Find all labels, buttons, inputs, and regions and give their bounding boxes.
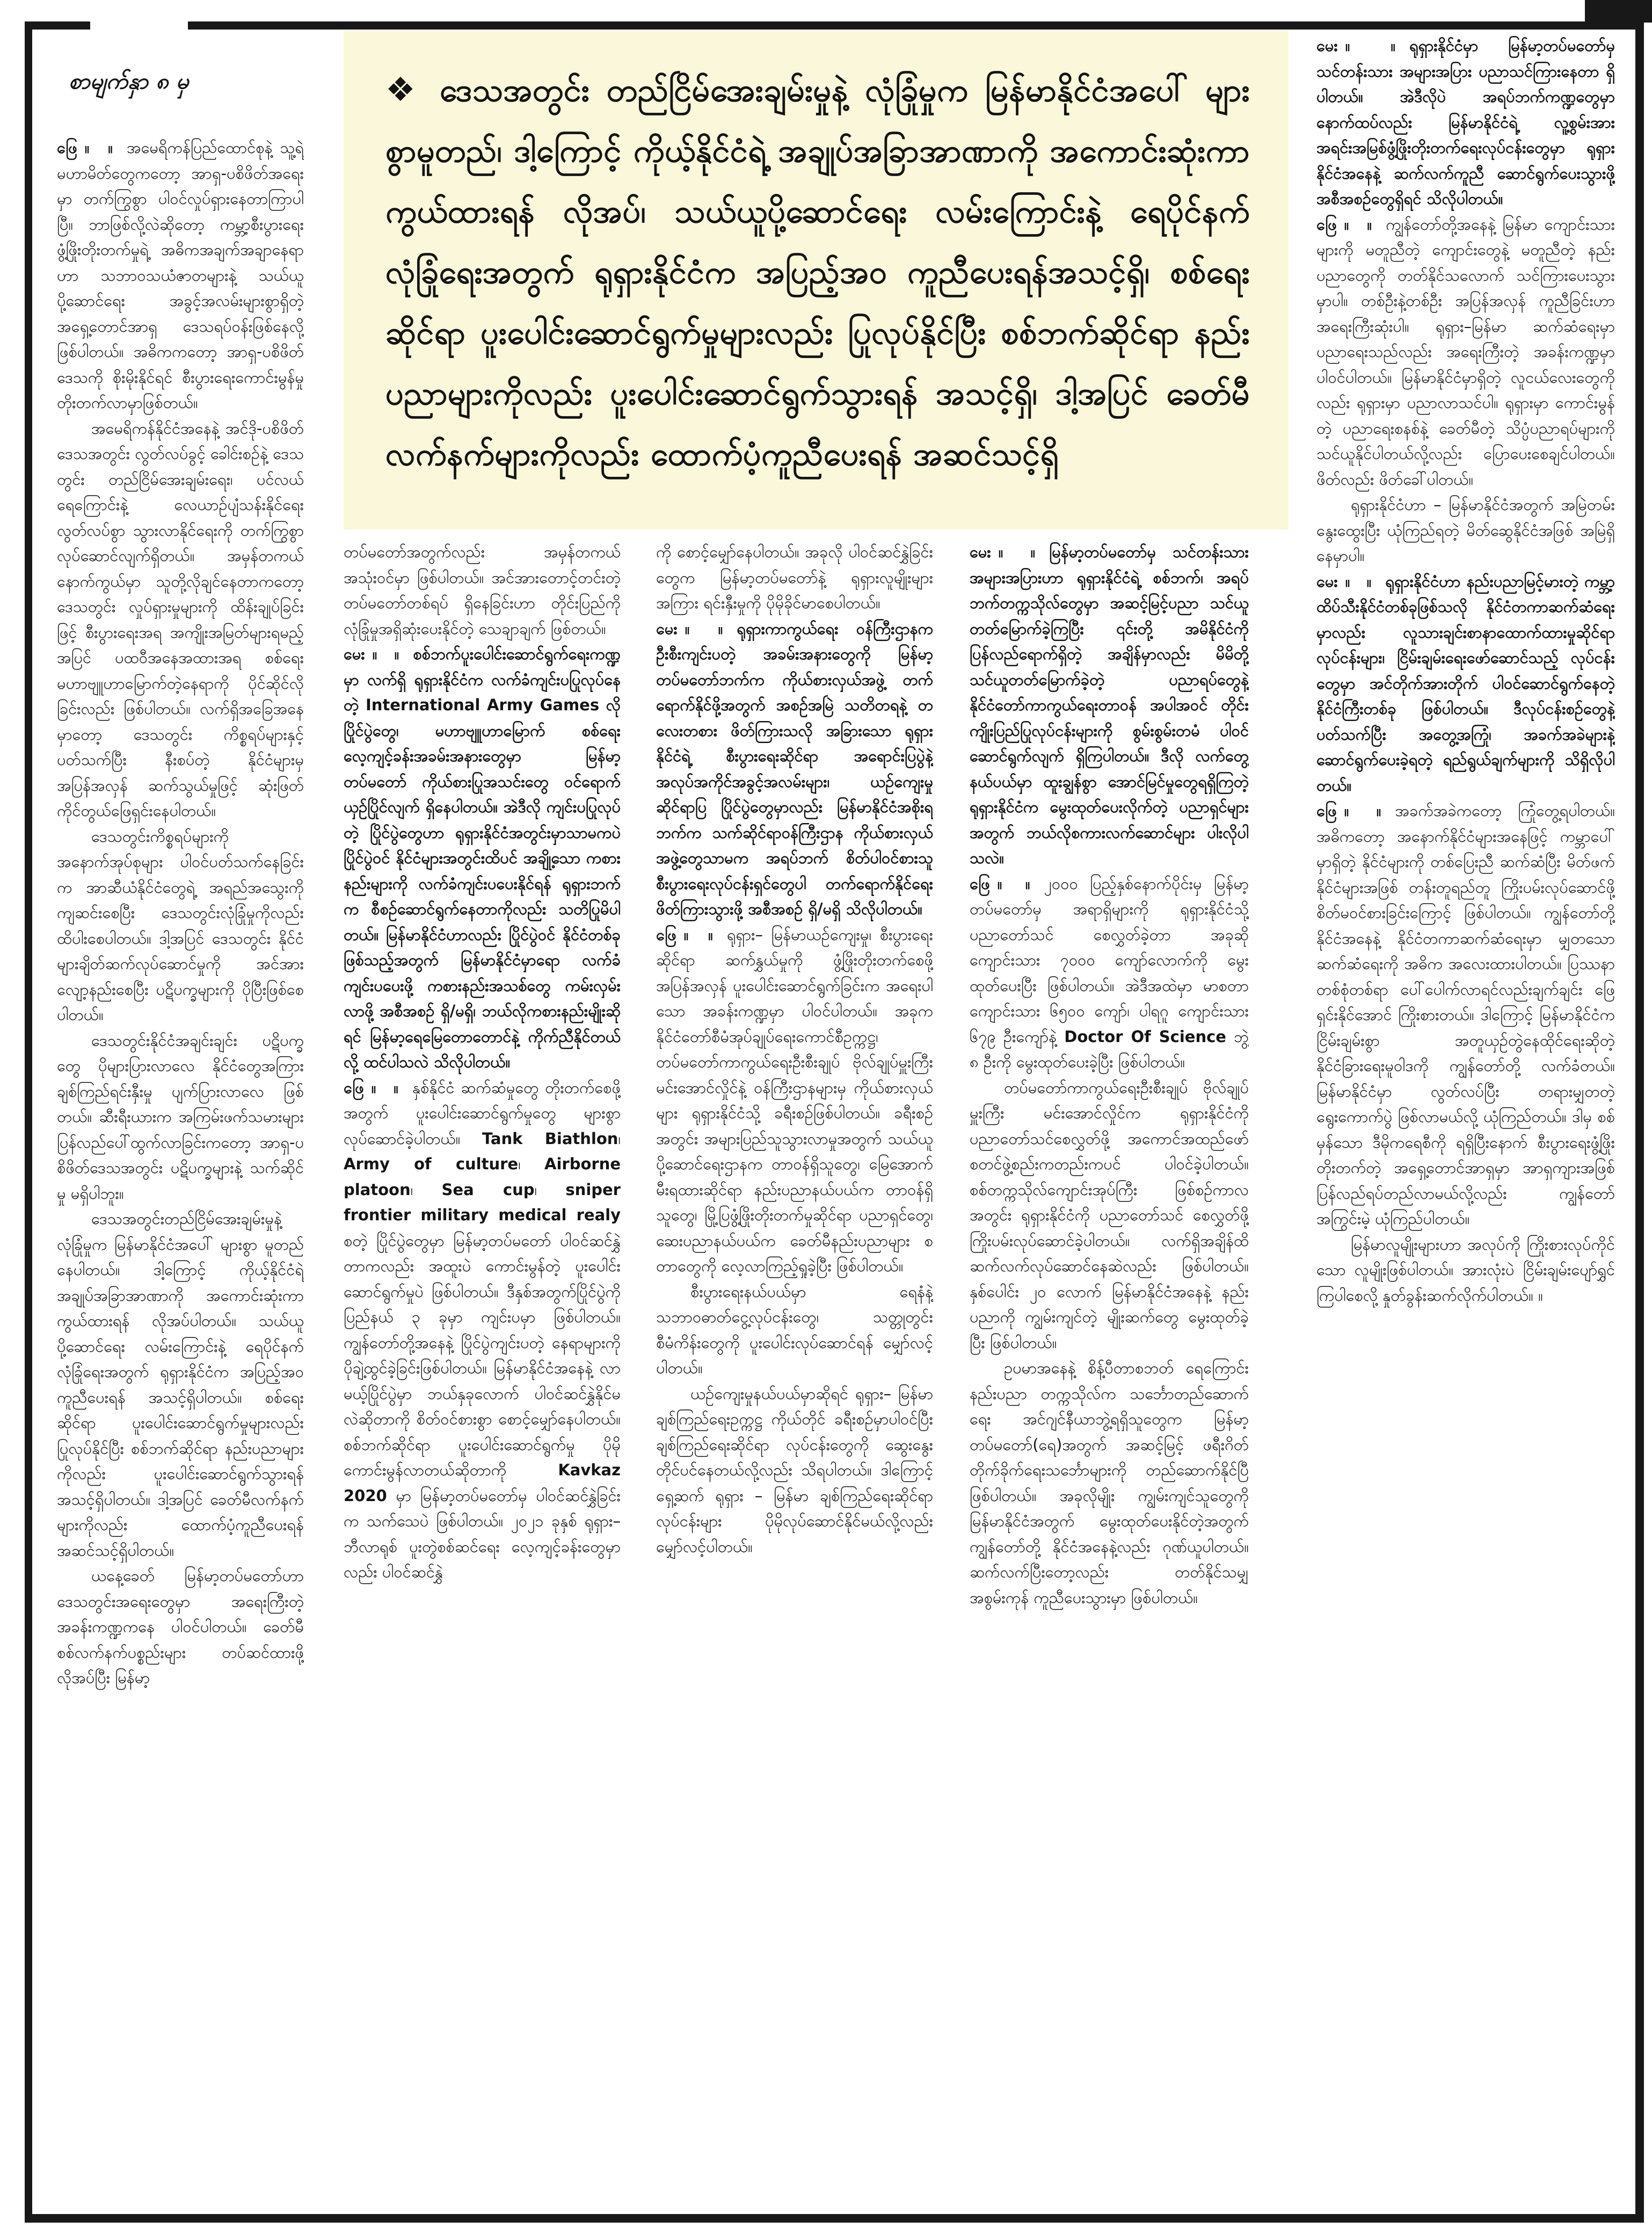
paragraph: အမေရိကန်နိုင်ငံအနေနဲ့ အင်ဒို-ပစိဖိတ်ဒေသအတွင်း လွတ်လပ်ခွင့် ခေါင်းစဉ်နဲ့ ဒေသတွင်း တည်ငြိမ်အေးချမ်းရေး၊ ပင်လယ်ရေကြောင်းနဲ့ လေယာဉ်ပျံသန်းနိုင်ရေး လွတ်လပ်စွာ သွားလာနိုင်ရေးကို တက်ကြွစွာ လုပ်ဆောင်လျက်ရှိတယ်။ အမှန်တကယ် နောက်ကွယ်မှာ သူတို့လိုချင်နေတာကတော့ ဒေသတွင်း လှုပ်ရှားမှုများကို ထိန်းချုပ်ခြင်းဖြင့် စီးပွားရေးအရ အကျိုးအမြတ်များရမည့်အပြင် ပထဝီအနေအထားအရ စစ်ရေးမဟာဗျူဟာမြောက်တဲ့နေရာကို ပိုင်ဆိုင်လိုခြင်းလည်း ဖြစ်ပါတယ်။ လက်ရှိအခြေအနေမှာတော့ ဒေသတွင်း ကိစ္စရပ်များနှင့် ပတ်သက်ပြီး နီးစပ်တဲ့ နိုင်ငံများမှ အပြန်အလှန် ဆက်သွယ်မှုဖြင့် ဆုံးဖြတ်ကိုင်တွယ်ဖြေရှင်းနေပါတယ်။ [57,419,304,820]
headline-text [385,59,1250,484]
article-column-1 [57,135,304,2208]
qa-label: ဖြေ [344,1078,364,1097]
english-term: sniper frontier military medical realy [344,1180,621,1224]
answer-paragraph: ဖြေ ။ ။ နှစ်နိုင်ငံ ဆက်ဆံမှုတွေ တိုးတက်စေဖို့အတွက် ပူးပေါင်းဆောင်ရွက်မှုတွေ များစွာ လုပ်ဆောင်ခဲ့ပါတယ်။ Tank Biathlon၊ Army of culture၊ Airborne platoon၊ Sea cup၊ sniper frontier military medical realy စတဲ့ ပြိုင်ပွဲတွေမှာ မြန်မာ့တပ်မတော် ပါဝင်ဆင်နွှဲတာကလည်း အထူးပဲ ကောင်းမွန်တဲ့ ပူးပေါင်းဆောင်ရွက်မှုပဲ ဖြစ်ပါတယ်။ ဒီနှစ်အတွက်ပြိုင်ပွဲကို ပြည်နယ် ၃ ခုမှာ ကျင်းပမှာ ဖြစ်ပါတယ်။ ကျွန်တော်တို့အနေနဲ့ ပြိုင်ပွဲကျင်းပတဲ့ နေရာများကို ပိုချဲ့ထွင်ခဲ့ခြင်းဖြစ်ပါတယ်။ မြန်မာနိုင်ငံအနေနဲ့ လာမယ့်ပြိုင်ပွဲမှာ ဘယ်နှခုလောက် ပါဝင်ဆင်နွှဲနိုင်မလဲဆိုတာကို စိတ်ဝင်စားစွာ စောင့်မျှော်နေပါတယ်။ စစ်ဘက်ဆိုင်ရာ ပူးပေါင်းဆောင်ရွက်မှု ပိုမိုကောင်းမွန်လာတယ်ဆိုတာကို Kavkaz 2020 မှာ မြန်မာ့တပ်မတော်မှ ပါဝင်ဆင်နွှဲခြင်းက သက်သေပဲ ဖြစ်ပါတယ်။ ၂၀၂၁ ခုနှစ် ရုရှား– ဘီလာရုစ် ပူးတွဲစစ်ဆင်ရေး လေ့ကျင့်ခန်းတွေမှာလည်း ပါဝင်ဆင်နွှဲ [344,1078,621,1581]
qa-label: ဖြေ [1316,802,1337,820]
qa-marker: ။ ။ [1344,215,1378,234]
answer-paragraph: ဖြေ ။ ။ ၂၀၀၀ ပြည့်နှစ်နောက်ပိုင်းမှ မြန်မာ့တပ်မတော်မှ အရာရှိများကို ရုရှားနိုင်ငံသို့ ပညာတော်သင် စေလွှတ်ခဲ့တာ အခုဆို ကျောင်းသား ၇၀၀၀ ကျော်လောက်ကို မွေးထုတ်ပေးပြီး ဖြစ်ပါတယ်။ အဲဒီအထဲမှာ မာစတာ ကျောင်းသား ၆၅၀၀ ကျော်၊ ပါရဂူ ကျောင်းသား ၆၇၉ ဦးကျော်နဲ့ Doctor Of Science ဘွဲ့ ၈ ဦးကို မွေးထုတ်ပေးခဲ့ပြီး ဖြစ်ပါတယ်။ [970,874,1249,1071]
qa-marker: ။ ။ [685,619,729,638]
answer-paragraph: ဖြေ ။ ။ အမေရိကန်ပြည်ထောင်စုနဲ့ သူ့ရဲ့ မဟာမိတ်တွေကတော့ အာရှ-ပစိဖိတ်အရေးမှာ တက်ကြွစွာ ပါဝင်လှုပ်ရှားနေတာကြာပါပြီ။ ဘာဖြစ်လို့လဲဆိုတော့ ကမ္ဘာ့စီးပွားရေး ဖွံ့ဖြိုးတိုးတက်မှုရဲ့ အဓိကအချက်အချာနေရာဟာ သဘာဝသယံဇာတများနဲ့ သယ်ယူပို့ဆောင်ရေး အခွင့်အလမ်းများစွာရှိတဲ့ အရှေ့တောင်အာရှ ဒေသရပ်ဝန်းဖြစ်နေလို့ ဖြစ်ပါတယ်။ အဓိကကတော့ အာရှ-ပစိဖိတ်ဒေသကို စိုးမိုးနိုင်ရင် စီးပွားရေးကောင်းမွန်မှု တိုးတက်လာမှာဖြစ်တယ်။ [57,139,304,412]
qa-label: မေး [970,543,991,561]
paragraph: စီးပွားရေးနယ်ပယ်မှာ ရေနံနဲ့ သဘာဝဓာတ်ငွေ့လုပ်ငန်းတွေ၊ သတ္တုတွင်း စီမံကိန်းတွေကို ပူးပေါင်းလုပ်ဆောင်ရန် မျှော်လင့်ပါတယ်။ [656,1282,933,1377]
qa-marker: ။ ။ [371,1078,404,1097]
diamond-bullet-icon: ❖ [385,70,421,109]
paragraph: တပ်မတော်အတွက်လည်း အမှန်တကယ် အသုံးဝင်မှာ ဖြစ်ပါတယ်။ အင်အားတောင့်တင်းတဲ့ တပ်မတော်တစ်ရပ် ရှိနေခြင်းဟာ တိုင်းပြည်ကို လုံခြုံမှုအရှိဆုံးပေးနိုင်တဲ့ သေချာချက် ဖြစ်တယ်။ [344,543,621,638]
paragraph: ဒေသအတွင်းတည်ငြိမ်အေးချမ်းမှုနဲ့ လုံခြုံမှုက မြန်မာနိုင်ငံအပေါ် များစွာ မူတည်နေပါတယ်။ ဒါ့ကြောင့် ကိုယ့်နိုင်ငံရဲ့ အချုပ်အခြာအာဏာကို အကောင်းဆုံးကာကွယ်ထားရန် လိုအပ်ပါတယ်။ သယ်ယူပို့ဆောင်ရေး လမ်းကြောင်းနဲ့ ရေပိုင်နက်လုံခြုံရေးအတွက် ရုရှားနိုင်ငံက အပြည့်အဝကူညီပေးရန် အသင့်ရှိပါတယ်။ စစ်ရေးဆိုင်ရာ ပူးပေါင်းဆောင်ရွက်မှုများလည်း ပြုလုပ်နိုင်ပြီး စစ်ဘက်ဆိုင်ရာ နည်းပညာများကိုလည်း ပူးပေါင်းဆောင်ရွက်သွားရန် အသင့်ရှိပါတယ်။ ဒါ့အပြင် ခေတ်မီလက်နက်များကိုလည်း ထောက်ပံ့ကူညီပေးရန် အဆင်သင့်ရှိပါတယ်။ [57,1210,304,1560]
english-term: Kavkaz 2020 [344,1461,621,1505]
qa-label: မေး [344,645,365,663]
article-column-4 [970,540,1249,2208]
qa-label: မေး [1316,572,1338,591]
qa-label: ဖြေ [57,139,77,157]
paragraph: တပ်မတော်ကာကွယ်ရေးဦးစီးချုပ် ဗိုလ်ချုပ်မှူးကြီး မင်းအောင်လှိုင်က ရုရှားနိုင်ငံကို ပညာတော်သင်စေလွှတ်ဖို့ အကောင်အထည်ဖော် စတင်ဖွဲ့စည်းကတည်းကပင် ပါဝင်ခဲ့ပါတယ်။ စစ်တက္ကသိုလ်ကျောင်းအုပ်ကြီး ဖြစ်စဉ်ကာလအတွင်း ရုရှားနိုင်ငံကို ပညာတော်သင် စေလွှတ်ဖို့ ကြိုးပမ်းလုပ်ဆောင်ခဲ့ပါတယ်။ လက်ရှိအချိန်ထိ ဆက်လက်လုပ်ဆောင်နေဆဲလည်း ဖြစ်ပါတယ်။ နှစ်ပေါင်း ၂၀ လောက် မြန်မာနိုင်ငံအနေနဲ့ နည်းပညာကို ကျွမ်းကျင်တဲ့ မျိုးဆက်တွေ မွေးထုတ်ခဲ့ပြီး ဖြစ်ပါတယ်။ [970,1078,1249,1352]
paragraph: ရုရှားနိုင်ငံဟာ – မြန်မာနိုင်ငံအတွက် အမြဲတမ်း နွေးထွေးပြီး ယုံကြည်ရတဲ့ မိတ်ဆွေနိုင်ငံအဖြစ် အမြဲရှိနေမှာပါ။ [1316,496,1615,565]
qa-marker: ။ ။ [683,925,718,944]
headline-body: ဒေသအတွင်း တည်ငြိမ်အေးချမ်းမှုနဲ့ လုံခြုံမှုက မြန်မာနိုင်ငံအပေါ် များစွာမူတည်၊ ဒါ့ကြောင့် ကိုယ့်နိုင်ငံရဲ့ အချုပ်အခြာအာဏာကို အကောင်းဆုံးကာကွယ်ထားရန် လိုအပ်၊ သယ်ယူပို့ဆောင်ရေး လမ်းကြောင်းနဲ့ ရေပိုင်နက်လုံခြုံရေးအတွက် ရုရှားနိုင်ငံက အပြည့်အဝ ကူညီပေးရန်အသင့်ရှိ၊ စစ်ရေးဆိုင်ရာ ပူးပေါင်းဆောင်ရွက်မှုများလည်း ပြုလုပ်နိုင်ပြီး စစ်ဘက်ဆိုင်ရာ နည်းပညာများကိုလည်း ပူးပေါင်းဆောင်ရွက်သွားရန် အသင့်ရှိ၊ ဒါ့အပြင် ခေတ်မီလက်နက်များကိုလည်း ထောက်ပံ့ကူညီပေးရန် အဆင်သင့်ရှိ [385,71,1250,472]
english-term: Tank Biathlon [482,1129,618,1148]
paragraph: ကို စောင့်မျှော်နေပါတယ်။ အခုလို ပါဝင်ဆင်နွှဲခြင်းတွေက မြန်မာ့တပ်မတော်နဲ့ ရုရှားလူမျိုးများအကြား ရင်းနှီးမှုကို ပိုမိုခိုင်မာစေပါတယ်။ [656,543,933,612]
article-column-5 [1316,33,1615,2208]
headline-box [344,31,1289,529]
qa-marker: ။ ။ [1345,572,1377,591]
answer-paragraph: ဖြေ ။ ။ ကျွန်တော်တို့အနေနဲ့ မြန်မာ ကျောင်းသားများကို မတူညီတဲ့ ကျောင်းတွေနဲ့ မတူညီတဲ့ နည်းပညာတွေကို တတ်နိုင်သလောက် သင်ကြားပေးသွားမှာပါ။ တစ်ဦးနဲ့တစ်ဦး အပြန်အလှန် ကူညီခြင်းဟာ အရေးကြီးဆုံးပါ။ ရုရှား–မြန်မာ ဆက်ဆံရေးမှာ ပညာရေးသည်လည်း အရေးကြီးတဲ့ အခန်းကဏ္ဍမှာ ပါဝင်ပါတယ်။ မြန်မာနိုင်ငံမှာရှိတဲ့ လူငယ်လေးတွေကိုလည်း ရုရှားမှာ ပညာလာသင်ပါ။ ရုရှားမှာ ကောင်းမွန်တဲ့ ပညာရေးစနစ်နဲ့ ခေတ်မီတဲ့ သိပ္ပံပညာရပ်များကိုသင်ယူနိုင်ပါတယ်လို့လည်း ပြောပေးစေချင်ပါတယ်။ ဖိတ်လည်း ဖိတ်ခေါ်ပါတယ်။ [1316,215,1615,489]
question-paragraph: မေး ။ ။ မြန်မာ့တပ်မတော်မှ သင်တန်းသား အများအပြားဟာ ရုရှားနိုင်ငံရဲ့ စစ်ဘက်၊ အရပ်ဘက်တက္ကသိုလ်တွေမှာ အဆင့်မြင့်ပညာ သင်ယူတတ်မြောက်ခဲ့ကြပြီး ၎င်းတို့ အမိနိုင်ငံကို ပြန်လည်ရောက်ရှိတဲ့ အချိန်မှာလည်း မိမိတို့ သင်ယူတတ်မြောက်ခဲ့တဲ့ ပညာရပ်တွေနဲ့ နိုင်ငံတော်ကာကွယ်ရေးတာဝန် အပါအဝင် တိုင်းကျိုးပြည်ပြုလုပ်ငန်းများကို စွမ်းစွမ်းတမံ ပါဝင်ဆောင်ရွက်လျက် ရှိကြပါတယ်။ ဒီလို လက်တွေ့နယ်ပယ်မှာ ထူးချွန်စွာ အောင်မြင်မှုတွေရရှိကြတဲ့ ရုရှားနိုင်ငံက မွေးထုတ်ပေးလိုက်တဲ့ ပညာရှင်များအတွက် ဘယ်လိုစကားလက်ဆောင်များ ပါးလိုပါသလဲ။ [970,543,1249,867]
qa-label: ဖြေ [656,925,676,944]
english-term: Doctor Of Science [1064,1027,1226,1046]
qa-marker: ။ ။ [998,543,1041,561]
answer-paragraph: ဖြေ ။ ။ အခက်အခဲကတော့ ကြုံတွေ့ရပါတယ်။ အဓိကတော့ အနောက်နိုင်ငံများအနေဖြင့် ကမ္ဘာပေါ်မှာရှိတဲ့ နိုင်ငံများကို တစ်ပြေးညီ ဆက်ဆံပြီး မိတ်ဖက်နိုင်ငံများအဖြစ် တန်းတူရည်တူ ကြိုးပမ်းလုပ်ဆောင်ဖို့ စိတ်မဝင်စားခြင်းကြောင့် ဖြစ်ပါတယ်။ ကျွန်တော်တို့ နိုင်ငံအနေနဲ့ နိုင်ငံတကာဆက်ဆံရေးမှာ မျှတသော ဆက်ဆံရေးကို အဓိက အလေးထားပါတယ်။ ပြဿနာ တစ်စုံတစ်ရာ ပေါ်ပေါက်လာရင်လည်းချက်ချင်း ဖြေရှင်းနိုင်အောင် ကြိုးစားတယ်။ ဒါကြောင့် မြန်မာနိုင်ငံက ငြိမ်းချမ်းစွာ အတူယှဉ်တွဲနေထိုင်ရေးဆိုတဲ့ နိုင်ငံခြားရေးမူဝါဒကို ကျွန်တော်တို့ လက်ခံတယ်။ မြန်မာနိုင်ငံမှာ လွတ်လပ်ပြီး တရားမျှတတဲ့ ရွေးကောက်ပွဲ ဖြစ်လာမယ်လို့ ယုံကြည်တယ်။ ဒါမှ စစ်မှန်သော ဒီမိုကရေစီကို ရရှိပြီးနောက် စီးပွားရေးဖွံ့ဖြိုးတိုးတက်တဲ့ အရှေ့တောင်အာရှမှာ အာရှကျားအဖြစ် ပြန်လည်ရပ်တည်လာမယ်လို့လည်း ကျွန်တော် အကြွင်းမဲ့ ယုံကြည်ပါတယ်။ [1316,802,1615,1228]
article-column-3 [656,540,933,2208]
qa-marker: ။ ။ [84,139,118,157]
continued-from-label: စာမျက်နှာ ၈ မှ [69,68,189,94]
paragraph: ဒေသတွင်းနိုင်ငံအချင်းချင်း ပဋိပက္ခတွေ ပိုများပြားလာလေ နိုင်ငံတွေအကြား ချစ်ကြည်ရင်းနှီးမှု ပျက်ပြားလာလေ ဖြစ်တယ်။ ဆီးရီးယားက အကြမ်းဖက်သမားများ ပြန်လည်ပေါ်ထွက်လာခြင်းကတော့ အာရှ-ပစိဖိတ်ဒေသအတွင်း ပဋိပက္ခများနဲ့ သက်ဆိုင်မှု မရှိပါဘူး။ [57,1031,304,1203]
frame-bottom-bar [25,2214,1644,2223]
article-column-2 [344,540,621,2208]
qa-label: ဖြေ [970,874,990,893]
paragraph: ဥပမာအနေနဲ့ စိန့်ပီတာစဘတ် ရေကြောင်းနည်းပညာ တက္ကသိုလ်က သင်္ဘောတည်ဆောက်ရေး အင်ဂျင်နီယာဘွဲ့ရရှိသူတွေက မြန်မာ့တပ်မတော်(ရေ)အတွက် အဆင့်မြင့် ဖရီးဂိတ်တိုက်ခိုက်ရေးသင်္ဘောများကို တည်ဆောက်နိုင်ပြီ ဖြစ်ပါတယ်။ အခုလိုမျိုး ကျွမ်းကျင်သူတွေကို မြန်မာနိုင်ငံအတွက် မွေးထုတ်ပေးနိုင်တဲ့အတွက် ကျွန်တော်တို့ နိုင်ငံအနေနဲ့လည်း ဂုဏ်ယူပါတယ်။ ဆက်လက်ပြီးတော့လည်း တတ်နိုင်သမျှ အစွမ်းကုန် ကူညီပေးသွားမှာ ဖြစ်ပါတယ်။ [970,1359,1249,1607]
english-term: International Army Games [365,696,600,714]
qa-marker: ။ ။ [1345,37,1401,55]
paragraph: ဒေသတွင်းကိစ္စရပ်များကို အနောက်အုပ်စုများ ပါဝင်ပတ်သက်နေခြင်းက အာဆီယံနိုင်ငံတွေရဲ့ အရည်အသွေးကို ကျဆင်းစေပြီး ဒေသတွင်းလုံခြုံမှုကိုလည်း ထိပါးစေပါတယ်။ ဒါ့အပြင် ဒေသတွင်း နိုင်ငံများချိတ်ဆက်လုပ်ဆောင်မှုကို အင်အားလျော့နည်းစေပြီး ပဋိပက္ခများကို ပိုပြီးဖြစ်စေပါတယ်။ [57,827,304,1024]
question-paragraph: မေး ။ ။ ရုရှားနိုင်ငံဟာ နည်းပညာမြင့်မားတဲ့ ကမ္ဘာ့ထိပ်သီးနိုင်ငံတစ်ခုဖြစ်သလို နိုင်ငံတကာဆက်ဆံရေးမှာလည်း လူသားချင်းစာနာထောက်ထားမှုဆိုင်ရာ လုပ်ငန်းများ၊ ငြိမ်းချမ်းရေးဖော်ဆောင်သည့် လုပ်ငန်းတွေမှာ အင်တိုက်အားတိုက် ပါဝင်ဆောင်ရွက်နေတဲ့ နိုင်ငံကြီးတစ်ခု ဖြစ်ပါတယ်။ ဒီလုပ်ငန်းစဉ်တွေနဲ့ ပတ်သက်ပြီး အတွေ့အကြုံ၊ အခက်အခဲများနဲ့ ဆောင်ရွက်ပေးခဲ့ရတဲ့ ရည်ရွယ်ချက်များကို သိရှိလိုပါတယ်။ [1316,572,1615,795]
qa-marker: ။ ။ [1344,802,1387,820]
paragraph: ယဉ်ကျေးမှုနယ်ပယ်မှာဆိုရင် ရုရှား– မြန်မာ ချစ်ကြည်ရေးဥက္ကဋ္ဌ ကိုယ်တိုင် ခရီးစဉ်မှာပါဝင်ပြီး ချစ်ကြည်ရေးဆိုင်ရာ လုပ်ငန်းတွေကို ဆွေးနွေးတိုင်ပင်နေတယ်လို့လည်း သိရပါတယ်။ ဒါကြောင့် ရှေ့ဆက် ရုရှား – မြန်မာ ချစ်ကြည်ရေးဆိုင်ရာလုပ်ငန်းများ ပိုမိုလုပ်ဆောင်နိုင်မယ်လို့လည်း မျှော်လင့်ပါတယ်။ [656,1384,933,1556]
qa-label: မေး [1316,37,1338,55]
paragraph: မြန်မာလူမျိုးများဟာ အလုပ်ကို ကြိုးစားလုပ်ကိုင်သော လူမျိုးဖြစ်ပါတယ်။ အားလုံးပဲ ငြိမ်းချမ်းပျော်ရွှင်ကြပါစေလို့ နှုတ်ခွန်းဆက်လိုက်ပါတယ်။ ။ [1316,1235,1615,1305]
frame-top-bar [188,21,1644,30]
english-term: Airborne platoon [344,1155,621,1199]
answer-paragraph: ဖြေ ။ ။ ရုရှား– မြန်မာယဉ်ကျေးမှု၊ စီးပွားရေးဆိုင်ရာ ဆက်နွှယ်မှုကို ဖွံ့ဖြိုးတိုးတက်စေဖို့ အပြန်အလှန် ပူးပေါင်းဆောင်ရွက်ခြင်းက အရေးပါသော အခန်းကဏ္ဍမှာ ပါဝင်ပါတယ်။ အခုက နိုင်ငံတော်စီမံအုပ်ချုပ်ရေးကောင်စီဥက္ကဋ္ဌ၊ တပ်မတော်ကာကွယ်ရေးဦးစီးချုပ် ဗိုလ်ချုပ်မှူးကြီး မင်းအောင်လှိုင်နဲ့ ဝန်ကြီးဌာနများမှ ကိုယ်စားလှယ်များ ရုရှားနိုင်ငံသို့ ခရီးစဉ်ဖြစ်ပါတယ်။ ခရီးစဉ်အတွင်း အများပြည်သူသွားလာမှုအတွက် သယ်ယူပို့ဆောင်ရေးဌာနက တာဝန်ရှိသူတွေ၊ မြေအောက်မီးရထားဆိုင်ရာ နည်းပညာနယ်ပယ်က တာဝန်ရှိသူတွေ၊ မြို့ပြဖွံ့ဖြိုးတိုးတက်မှုဆိုင်ရာ ပညာရှင်တွေ၊ ဆေးပညာနယ်ပယ်က ခေတ်မီနည်းပညာများ စတာတွေကို လေ့လာကြည့်ရှုခဲ့ပြီး ဖြစ်ပါတယ်။ [656,925,933,1275]
question-paragraph: မေး ။ ။ ရုရှားနိုင်ငံမှာ မြန်မာ့တပ်မတော်မှ သင်တန်းသား အများအပြား ပညာသင်ကြားနေတာ ရှိပါတယ်။ အဲဒီလိုပဲ အရပ်ဘက်ကဏ္ဍတွေမှာ နောက်ထပ်လည်း မြန်မာနိုင်ငံရဲ့ လူ့စွမ်းအားအရင်းအမြစ်ဖွံ့ဖြိုးတိုးတက်ရေးလုပ်ငန်းတွေမှာ ရုရှားနိုင်ငံအနေနဲ့ ဆက်လက်ကူညီ ဆောင်ရွက်ပေးသွားဖို့ အစီအစဉ်တွေရှိရင် သိလိုပါတယ်။ [1316,37,1615,208]
question-paragraph: မေး ။ ။ စစ်ဘက်ပူးပေါင်းဆောင်ရွက်ရေးကဏ္ဍမှာ လက်ရှိ ရုရှားနိုင်ငံက လက်ခံကျင်းပပြုလုပ်နေတဲ့ International Army Games လို ပြိုင်ပွဲတွေ၊ မဟာဗျူဟာမြောက် စစ်ရေးလေ့ကျင့်ခန်းအခမ်းအနားတွေမှာ မြန်မာ့တပ်မတော် ကိုယ်စားပြုအသင်းတွေ ဝင်ရောက်ယှဉ်ပြိုင်လျက် ရှိနေပါတယ်။ အဲဒီလို ကျင်းပပြုလုပ်တဲ့ ပြိုင်ပွဲတွေဟာ ရုရှားနိုင်ငံအတွင်းမှာသာမကပဲ ပြိုင်ပွဲဝင် နိုင်ငံများအတွင်းထိပင် အချို့သော ကစားနည်းများကို လက်ခံကျင်းပပေးနိုင်ရန် ရုရှားဘက်က စီစဉ်ဆောင်ရွက်နေတာကိုလည်း သတိပြုမိပါတယ်။ မြန်မာနိုင်ငံဟာလည်း ပြိုင်ပွဲဝင် နိုင်ငံတစ်ခုဖြစ်သည့်အတွက် မြန်မာနိုင်ငံမှာရော လက်ခံကျင်းပပေးဖို့ ကစားနည်းအသစ်တွေ ကမ်းလှမ်းလာဖို့ အစီအစဉ် ရှိ/မရှိ၊ ဘယ်လိုကစားနည်းမျိုးဆိုရင် မြန်မာ့ရေမြေတောတောင်နဲ့ ကိုက်ညီနိုင်တယ်လို့ ထင်ပါသလဲ သိလိုပါတယ်။ [344,645,621,1071]
english-term: Sea cup [441,1180,535,1199]
question-paragraph: မေး ။ ။ ရုရှားကာကွယ်ရေး ဝန်ကြီးဌာနက ဦးစီးကျင်းပတဲ့ အခမ်းအနားတွေကို မြန်မာ့တပ်မတော်ဘက်က ကိုယ်စားလှယ်အဖွဲ့ တက်ရောက်နိုင်ဖို့အတွက် အစဉ်အမြဲ သတိတရနဲ့ တလေးတစား ဖိတ်ကြားသလို အခြားသော ရုရှားနိုင်ငံရဲ့ စီးပွားရေးဆိုင်ရာ အရောင်းပြပွဲနဲ့ အလုပ်အကိုင်အခွင့်အလမ်းများ၊ ယဉ်ကျေးမှုဆိုင်ရာပြ ပြိုင်ပွဲတွေမှာလည်း မြန်မာနိုင်ငံအစိုးရဘက်က သက်ဆိုင်ရာဝန်ကြီးဌာန ကိုယ်စားလှယ်အဖွဲ့တွေသာမက အရပ်ဘက် စိတ်ပါဝင်စားသူ စီးပွားရေးလုပ်ငန်းရှင်တွေပါ တက်ရောက်နိုင်ရေး ဖိတ်ကြားသွားဖို့ အစီအစဉ် ရှိ/မရှိ သိလိုပါတယ်။ [656,619,933,918]
qa-marker: ။ ။ [372,645,405,663]
frame-top-left-stub [25,21,90,30]
qa-marker: ။ ။ [997,874,1036,893]
frame-left-bar [25,21,32,2223]
frame-right-bar [1635,0,1644,2223]
qa-label: ဖြေ [1316,215,1337,234]
qa-label: မေး [656,619,678,638]
paragraph: ယနေ့ခေတ် မြန်မာ့တပ်မတော်ဟာ ဒေသတွင်းအရေးတွေမှာ အရေးကြီးတဲ့ အခန်းကဏ္ဍကနေ ပါဝင်ပါတယ်။ ခေတ်မီ စစ်လက်နက်ပစ္စည်းများ တပ်ဆင်ထားဖို့ လိုအပ်ပြီး မြန်မာ့ [57,1567,304,1687]
english-term: Army of culture [344,1155,519,1173]
